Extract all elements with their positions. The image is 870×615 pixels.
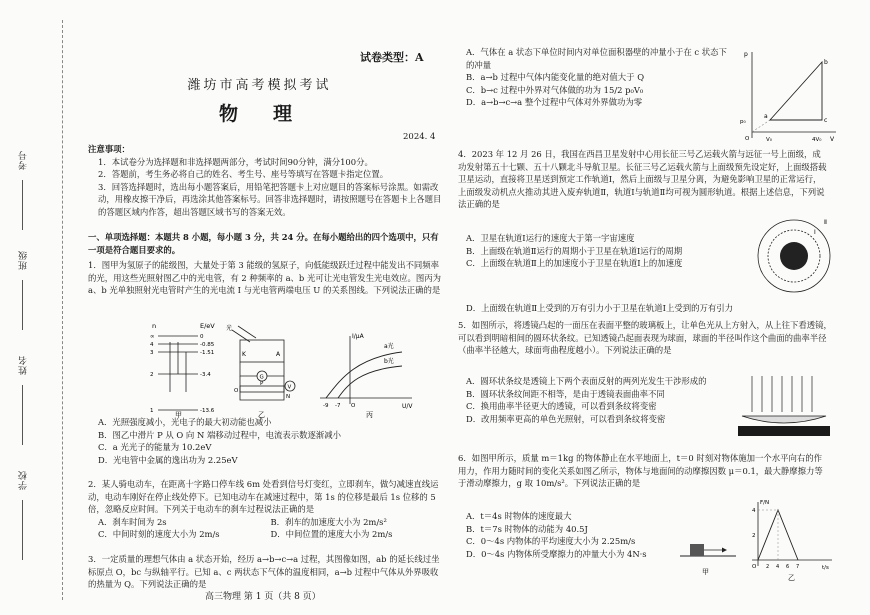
graph-x-label: U/V: [402, 403, 413, 410]
side-label-name: 姓名: [19, 355, 29, 375]
ft-tick-4: 4: [776, 564, 780, 570]
q3-option-b[interactable]: B．a→b 过程中气体内能变化量的绝对值大于 Q: [466, 72, 645, 83]
q6-option-d[interactable]: D．0～4s 内物体所受摩擦力的冲量大小为 4N·s: [466, 548, 647, 559]
q4-option-b[interactable]: B．上面级在轨道Ⅱ运行的周期小于卫星在轨道Ⅰ运行的周期: [466, 245, 683, 256]
state-c: c: [824, 117, 828, 124]
ft-tick-6: 6: [786, 564, 790, 570]
q2-option-d[interactable]: D．中间位置的速度大小为 2m/s: [270, 529, 393, 540]
side-label-id: 考号: [19, 150, 29, 170]
energy-level-e: 0: [200, 334, 204, 340]
circuit-label-v: V: [287, 384, 292, 391]
ft-y-label: F/N: [760, 500, 770, 506]
q6-figures: [676, 496, 836, 596]
notes-block: [88, 143, 443, 219]
q1-stem: 1．图甲为氢原子的能级图，大量处于第 3 能级的氢原子，向低能级跃迁过程中能发出不同频率的光，用这些光照射图乙中的光电管，有 2 种频率的 a、b 光可让光电管发生光电效应。图丙为 a、b 光单独照射光电管时产生的光电流 I 与光电管两端电压 U 的关系图线。下列说法正确的是: [88, 260, 441, 296]
q4-option-c[interactable]: C．上面级在轨道Ⅱ上的加速度小于卫星在轨道Ⅰ上的加速度: [466, 258, 683, 269]
q3-pv-graph: [740, 48, 840, 144]
circuit-label-light: 光: [226, 325, 233, 332]
circuit-label-o: O: [234, 388, 239, 394]
q4-stem: 4．2023 年 12 月 26 日，我国在西昌卫星发射中心用长征三号乙运载火箭与远征一号上面级，成功发射第五十七颗、五十八颗北斗导航卫星。长征三号乙运载火箭与上面级预先设定好，上面级搭载卫星运动，直接将卫星送到预定工作轨道Ⅰ，然后上面级与卫星分离，为避免影响卫星的正常运行，上面级发动机点火推动其进入废弃轨道Ⅱ，轨道Ⅰ与轨道Ⅱ均可视为圆形轨道。根据上述信息，下列说法正确的是: [458, 149, 827, 210]
lens: [742, 416, 826, 423]
block: [690, 544, 704, 556]
energy-level-n: 2: [150, 372, 154, 378]
note-item: 3．回答选择题时，选出每小题答案后，用铅笔把答题卡上对应题目的答案标号涂黑。如需改动，用橡皮擦干净后，再选涂其他答案标号。回答非选择题时，请按照题号在答题卡上各题目的答题区域内作答，超出答题区域书写的答案无效。: [98, 181, 442, 218]
class-fill-line: [22, 280, 23, 330]
energy-level-n: 4: [150, 342, 154, 348]
ft-x-label: t/s: [822, 565, 829, 571]
question-5: [458, 319, 838, 357]
q1-option-b[interactable]: B．图乙中滑片 P 从 O 向 N 端移动过程中，电流表示数逐渐减小: [98, 429, 341, 440]
section1-heading: 一、单项选择题：本题共 8 小题，每小题 3 分，共 24 分。在每小题给出的四个选项中，只有一项是符合题目要求的。: [88, 232, 439, 255]
force-arrowhead: [722, 548, 727, 553]
ft-tick-7: 7: [796, 564, 800, 570]
ft-origin: O: [752, 564, 757, 570]
q6-option-a[interactable]: A．t＝4s 时物体的速度最大: [466, 511, 572, 521]
glass-plate: [738, 426, 830, 436]
extension-line: [752, 120, 770, 132]
school-fill-line: [22, 500, 23, 560]
q2-options: [98, 516, 443, 541]
fig-caption-yi: 乙: [258, 411, 265, 419]
incident-light: [752, 376, 812, 412]
fig-caption-jia-q6: 甲: [702, 568, 709, 576]
q4-option-d[interactable]: D．上面级在轨道Ⅱ上受到的万有引力小于卫星在轨道Ⅰ上受到的万有引力: [466, 303, 733, 313]
ft-tick-f4: 4: [752, 508, 756, 514]
orbit-label-i: Ⅰ: [814, 229, 816, 236]
energy-level-e: -0.85: [200, 342, 215, 348]
q5-option-b[interactable]: B．圆环状条纹间距不相等，是由于透镜表面曲率不同: [466, 388, 665, 399]
ft-tick-2: 2: [766, 564, 770, 570]
exam-name: 潍坊市高考模拟考试: [187, 78, 332, 93]
tick-p0: p₀: [740, 119, 746, 125]
q2-stem: 2．某人骑电动车，在距离十字路口停车线 6m 处看到信号灯变红，立即刹车，做匀减速直线运动，电动车刚好在停止线处停下。已知电动车在减速过程中，第 1s 的位移是最后 1s 位移的 5 倍，忽略反应时间。下列关于电动车的刹车过程说法正确的是: [88, 479, 439, 515]
q3-options: [458, 46, 734, 109]
question-3-start: [88, 553, 443, 589]
state-b: b: [824, 59, 828, 66]
q4-options: [466, 232, 728, 270]
fig-caption-bing: 丙: [366, 411, 373, 419]
level-header-e: E/eV: [200, 322, 215, 330]
circuit-label-g: G: [259, 374, 264, 381]
energy-level-n: ∞: [150, 334, 155, 340]
energy-level-n: 1: [150, 408, 154, 414]
exam-date: 2024. 4: [403, 132, 436, 142]
q5-options: [466, 375, 728, 425]
circuit-label-k: K: [242, 351, 246, 358]
tick-v0: V₀: [766, 137, 772, 143]
question-6: [458, 452, 838, 490]
q3-option-d[interactable]: D．a→b→c→a 整个过程中气体对外界做功为零: [466, 97, 643, 108]
energy-levels: [150, 334, 215, 414]
page-footer: 高三物理 第 1 页（共 8 页）: [205, 592, 321, 602]
state-a: a: [764, 113, 768, 120]
circuit-label-a: A: [276, 351, 281, 358]
name-fill-line: [22, 385, 23, 445]
q4-orbit-figure: [752, 212, 836, 296]
q1-options: [88, 416, 443, 466]
fig-caption-yi-q6: 乙: [788, 574, 795, 582]
energy-level-e: -13.6: [200, 408, 215, 414]
fig-caption-jia: 甲: [175, 411, 182, 419]
ft-tick-f2: 2: [752, 533, 756, 539]
q1-option-d[interactable]: D．光电管中金属的逸出功为 2.25eV: [98, 454, 238, 465]
question-1: [88, 259, 443, 297]
side-label-school: 学校: [19, 470, 29, 490]
binding-dashed-line: [62, 20, 63, 600]
curve-b: [338, 366, 402, 398]
pv-p-label: p: [744, 51, 748, 58]
id-fill-line: [22, 180, 23, 230]
circuit-label-n: N: [286, 394, 291, 400]
earth: [780, 242, 808, 270]
q6-stem: 6．如图甲所示，质量 m＝1kg 的物体静止在水平地面上，t＝0 时刻对物体施加一个水平向右的作用力，作用力随时间的变化关系如图乙所示，物体与地面间的动摩擦因数 μ＝0.1，最大静摩擦力等于滑动摩擦力，g 取 10m/s²。下列说法正确的是: [458, 453, 823, 489]
energy-level-e: -3.4: [200, 372, 211, 378]
q2-option-a[interactable]: A．刹车时间为 2s: [98, 516, 167, 527]
subject-title: 物 理: [218, 103, 300, 125]
orbit-label-ii: Ⅱ: [824, 219, 827, 226]
q5-option-d[interactable]: D．改用频率更高的单色光照射，可以看到条纹将变密: [466, 413, 666, 424]
q3-stem: 3．一定质量的理想气体由 a 状态开始，经历 a→b→c→a 过程，其图像如图，ab 的延长线过坐标原点 O，bc 与纵轴平行。已知 a、c 两状态下气体的温度相同，a→b 过程中气体从外界吸收的热量为 Q。下列说法正确的是: [88, 554, 440, 589]
pv-origin: O: [745, 136, 750, 142]
q2-option-c[interactable]: C．中间时刻的速度大小为 2m/s: [98, 529, 220, 540]
energy-level-e: -1.51: [200, 350, 215, 356]
curve-a-label: a光: [384, 343, 394, 350]
notes-title: 注意事项：: [88, 144, 130, 154]
note-item: 2．答题前，考生务必将自己的姓名、考生号、座号等填写在答题卡指定位置。: [98, 169, 389, 180]
pv-v-label: V: [830, 136, 835, 143]
q3-option-c[interactable]: C．b→c 过程中外界对气体做的功为 15/2 p₀V₀: [466, 84, 644, 95]
energy-level-n: 3: [150, 350, 154, 356]
paper-type: 试卷类型：A: [360, 51, 424, 64]
q1-option-a[interactable]: A．光照强度减小，光电子的最大初动能也减小: [98, 417, 272, 427]
q6-option-b[interactable]: B．t＝7s 时物体的动能为 40.5J: [466, 523, 588, 534]
q5-stem: 5．如图所示，将透镜凸起的一面压在表面平整的玻璃板上，让单色光从上方射入，从上往下看透镜，可以看到明暗相间的圆环状条纹。已知透镜凸起面表现为球面，球面的半径叫作这个曲面的曲率半径（曲率半径越大，球面弯曲程度越小）。下列说法正确的是: [458, 320, 832, 356]
curve-b-label: b光: [384, 358, 394, 365]
level-header-n: n: [152, 322, 157, 330]
circuit-label-p: P: [260, 381, 264, 387]
question-4: [458, 148, 838, 211]
q1-figures: [140, 320, 430, 420]
graph-y-label: I/μA: [352, 333, 364, 340]
graph-origin: O: [351, 403, 356, 409]
graph-tick-v1: -9: [323, 403, 329, 409]
side-label-class: 班级: [19, 250, 29, 270]
q5-lens-figure: [734, 372, 834, 444]
q6-option-c[interactable]: C．0～4s 内物体的平均速度大小为 2.25m/s: [466, 536, 636, 547]
q5-option-a[interactable]: A．圆环状条纹是透镜上下两个表面反射的两列光发生干涉形成的: [466, 376, 707, 386]
cycle-path: [770, 62, 822, 120]
q5-option-c[interactable]: C．换用曲率半径更大的透镜，可以看到条纹将变密: [466, 401, 657, 412]
q4-option-a[interactable]: A．卫星在轨道Ⅰ运行的速度大于第一宇宙速度: [466, 233, 635, 243]
tick-4v0: 4V₀: [812, 137, 822, 143]
q1-option-c[interactable]: C．a 光光子的能量为 10.2eV: [98, 442, 212, 453]
q2-option-b[interactable]: B．刹车的加速度大小为 2m/s²: [270, 516, 387, 527]
q4-option-d-wrap: [466, 302, 836, 315]
graph-tick-v2: -7: [335, 403, 341, 409]
question-2: [88, 478, 443, 541]
q3-option-a[interactable]: A．气体在 a 状态下单位时间内对单位面积器壁的冲量小于在 c 状态下的冲量: [466, 47, 727, 70]
note-item: 1．本试卷分为选择题和非选择题两部分，考试时间90分钟，满分100分。: [98, 156, 373, 167]
